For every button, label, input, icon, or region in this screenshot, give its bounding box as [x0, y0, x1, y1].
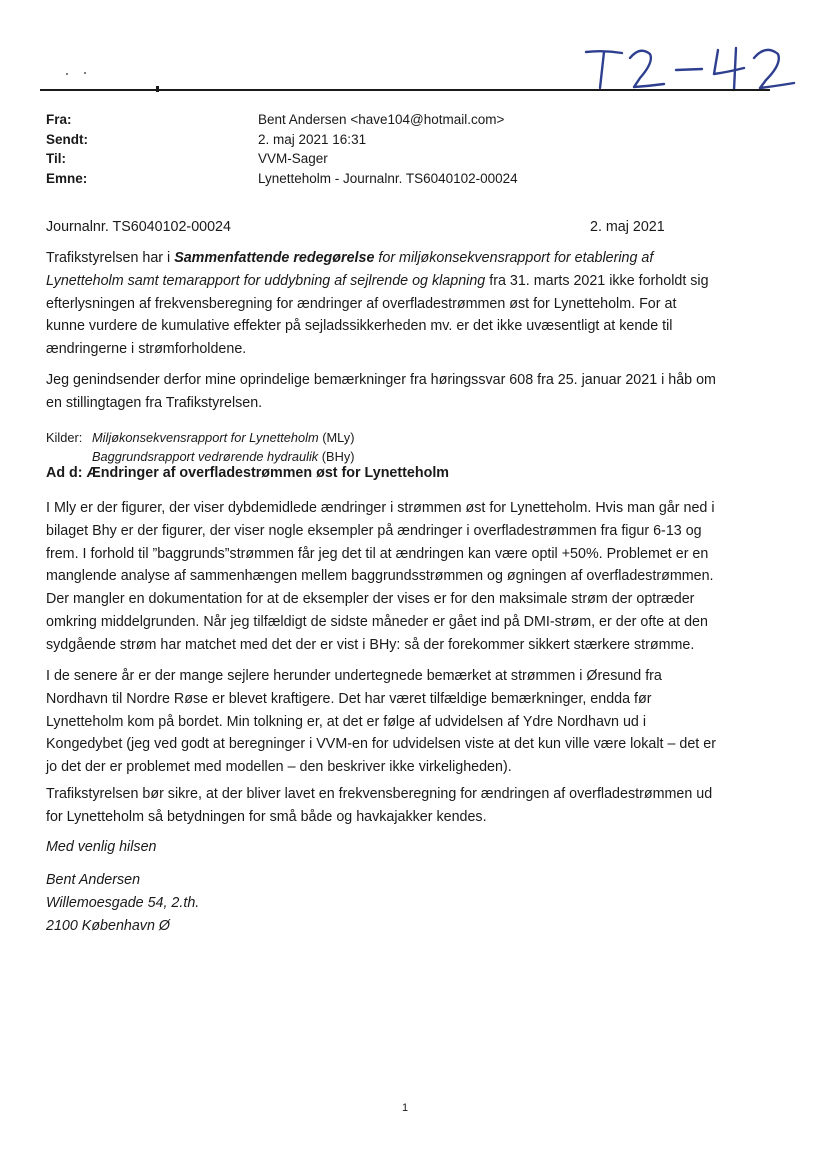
paragraph-line: Der mangler en dokumentation for at de eksempler der vises er for den maksimale strøm der optræder: [46, 591, 695, 608]
intro-line: [46, 270, 770, 293]
intro-paragraph-1: [46, 247, 770, 361]
report-title-italic: Lynetteholm samt temarapport for uddybning af sejlrende og klapning: [46, 272, 486, 289]
header-value-to: VVM-Sager: [258, 151, 328, 166]
paragraph-line: Kongedybet (jeg ved godt at beregninger i VVM-en for udvidelsen viste at det kun ville være lokalt – det er: [46, 736, 716, 753]
email-header-values: [258, 110, 518, 188]
email-header-labels: [46, 110, 88, 188]
paragraph-line: I Mly er der figurer, der viser dybdemidlede ændringer i strømmen øst for Lynetteholm. Hvis man går ned i: [46, 500, 715, 516]
source-line: [46, 428, 354, 447]
source-line: [46, 447, 354, 466]
header-value-from: Bent Andersen <have104@hotmail.com>: [258, 112, 505, 127]
intro-line: efterlysningen af frekvensberegning for ændringer af overfladestrømmen øst for Lynetteholm. For at: [46, 295, 677, 312]
paragraph-line: omkring middelgrunden. Når jeg tilfældigt de sidste måneder er gået ind på DMI-strøm, er der ofte at den: [46, 613, 708, 630]
source-abbr: (MLy): [318, 430, 355, 445]
paragraph-line: for Lynetteholm så betydningen for små både og havkajakker kendes.: [46, 808, 487, 825]
section-heading: Ad d: Ændringer af overfladestrømmen øst for Lynetteholm: [46, 465, 450, 481]
intro-text: fra 31. marts 2021 ikke forholdt sig: [485, 272, 709, 289]
header-label-sent: Sendt:: [46, 131, 88, 147]
intro-line: Jeg genindsender derfor mine oprindelige bemærkninger fra høringssvar 608 fra 25. januar 2021 i håb om: [46, 372, 716, 388]
paragraph-line: I de senere år er der mange sejlere herunder undertegnede bemærket at strømmen i Øresund fra: [46, 668, 662, 684]
sources-label: Kilder:: [46, 430, 83, 445]
header-label-to: Til:: [46, 151, 66, 166]
paragraph-line: Nordhavn til Nordre Røse er blevet kraftigere. Det har været tilfældige bemærkninger, endda før: [46, 690, 652, 707]
intro-line: ændringerne i strømforholdene.: [46, 341, 247, 358]
paragraph-line: jo det der er problemet med modellen – den beskriver ikke virkeligheden).: [46, 759, 512, 776]
intro-line: en stillingtagen fra Trafikstyrelsen.: [46, 394, 263, 411]
intro-line: kunne vurdere de kumulative effekter på sejladssikkerheden mv. er det ikke uvæsentligt at kende til: [46, 318, 673, 335]
header-label-subject: Emne:: [46, 170, 88, 186]
signature-block: [46, 869, 199, 937]
paragraph-a: [46, 497, 770, 657]
journal-number: Journalnr. TS6040102-00024: [46, 219, 231, 235]
intro-paragraph-2: [46, 369, 770, 415]
header-label-from: Fra:: [46, 112, 72, 127]
sources-block: [46, 428, 354, 466]
header-value-sent: 2. maj 2021 16:31: [258, 131, 367, 147]
paragraph-line: bilaget Bhy er der figurer, der viser nogle eksempler på ændringer i overfladestrømmen fra figur 6-13 og: [46, 522, 702, 539]
signature-street: Willemoesgade 54, 2.th.: [46, 894, 200, 911]
header-value-subject: Lynetteholm - Journalnr. TS6040102-00024: [258, 170, 518, 186]
source-abbr: (BHy): [318, 449, 355, 464]
report-title-italic: for miljøkonsekvensrapport for etablering af: [374, 250, 654, 266]
paragraph-b: [46, 665, 770, 779]
paragraph-line: manglende analyse af sammenhængen mellem baggrundsstrømmen og øgningen af overfladestrømmen.: [46, 568, 714, 585]
intro-line: [46, 247, 770, 270]
paragraph-line: frem. I forhold til ”baggrunds”strømmen får jeg det til at ændringen kan være optil +50%. Problemet er en: [46, 545, 709, 562]
letter-date: 2. maj 2021: [590, 219, 665, 235]
handwritten-stamp-drawing: [578, 40, 818, 96]
source-title: Baggrundsrapport vedrørende hydraulik: [92, 449, 319, 464]
header-rule: [40, 89, 770, 91]
paragraph-line: Trafikstyrelsen bør sikre, at der bliver lavet en frekvensberegning for ændringen af overfladestrømmen ud: [46, 786, 713, 802]
paragraph-c: [46, 783, 770, 829]
report-title-bold: Sammenfattende redegørelse: [174, 250, 375, 266]
header-rule-mark: [156, 86, 159, 92]
closing-greeting: Med venlig hilsen: [46, 839, 157, 855]
signature-name: Bent Andersen: [46, 872, 141, 888]
signature-city: 2100 København Ø: [46, 917, 170, 934]
scan-speck: [84, 72, 86, 74]
page-number: 1: [401, 1102, 409, 1114]
source-title: Miljøkonsekvensrapport for Lynetteholm: [92, 430, 319, 445]
paragraph-line: Lynetteholm kom på bordet. Min tolkning er, at det er følge af udvidelsen af Ydre Nordhavn ud i: [46, 713, 647, 730]
intro-text: Trafikstyrelsen har i: [46, 250, 175, 266]
scan-speck: [66, 73, 68, 75]
paragraph-line: sydgående strøm har matchet med det der er vist i BHy: så der forekommer sikkert stærkere strømme.: [46, 636, 695, 653]
handwritten-stamp: [578, 40, 818, 96]
